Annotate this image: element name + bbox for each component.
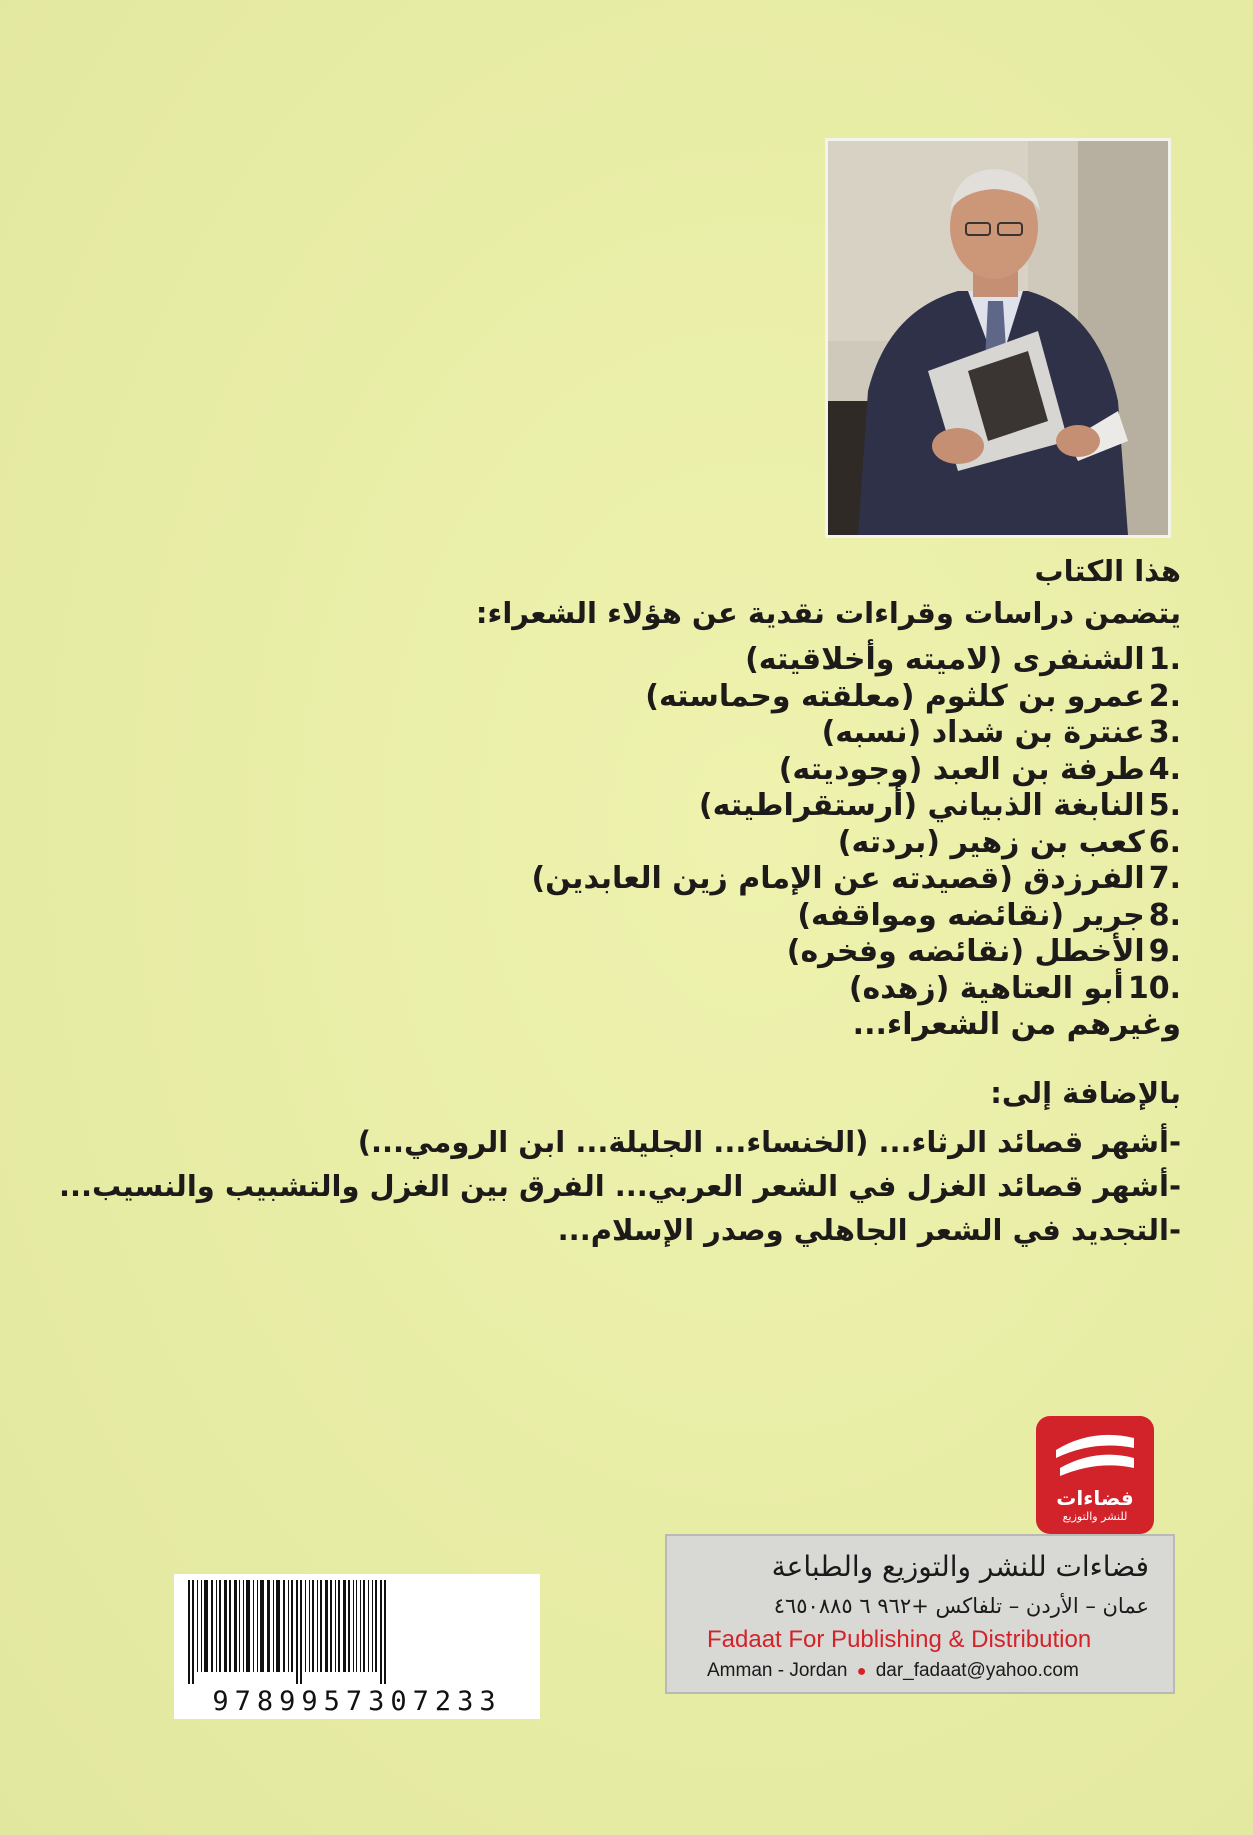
publisher-contact-ar: عمان – الأردن – تلفاكس +٩٦٢ ٦ ٤٦٥٠٨٨٥: [773, 1594, 1149, 1618]
list-item: 9.الأخطل (نقائضه وفخره): [786, 934, 1181, 969]
poets-list: [181, 642, 1181, 1044]
list-item: 3.عنترة بن شداد (نسبه): [821, 715, 1181, 750]
book-description: [59, 552, 1181, 1252]
logo-subtitle: للنشر والتوزيع: [1062, 1510, 1128, 1523]
list-item: 4.طرفة بن العبد (وجوديته): [778, 751, 1181, 787]
additions-heading: بالإضافة إلى:: [990, 1075, 1181, 1110]
list-item: 6.كعب بن زهير (بردته): [837, 824, 1181, 860]
list-item: 2.عمرو بن كلثوم (معلقته وحماسته): [645, 678, 1181, 714]
author-photo: [825, 138, 1171, 538]
publisher-logo: [1036, 1416, 1154, 1534]
publisher-phone: +٩٦٢ ٦ ٤٦٥٠٨٨٥: [773, 1594, 929, 1618]
list-item: -أشهر قصائد الغزل في الشعر العربي... الفرق بين الغزل والتشبيب والنسيب...: [59, 1168, 1181, 1203]
description-intro: يتضمن دراسات وقراءات نقدية عن هؤلاء الشعراء:: [475, 596, 1181, 630]
poets-others: وغيرهم من الشعراء...: [852, 1007, 1181, 1042]
bullet-icon: ●: [856, 1663, 867, 1680]
list-item: 10.أبو العتاهية (زهده): [848, 970, 1181, 1006]
barcode-icon: [174, 1574, 540, 1684]
isbn-barcode: [174, 1574, 540, 1719]
logo-mark-icon: [1052, 1428, 1138, 1484]
description-heading: هذا الكتاب: [1034, 554, 1181, 588]
publisher-email: dar_fadaat@yahoo.com: [875, 1660, 1079, 1681]
list-item: 1.الشنفرى (لاميته وأخلاقيته): [745, 642, 1181, 677]
publisher-name-en: Fadaat For Publishing & Distribution: [707, 1626, 1092, 1653]
list-item: 8.جرير (نقائضه ومواقفه): [797, 897, 1181, 933]
list-item: -أشهر قصائد الرثاء... (الخنساء... الجليلة... ابن الرومي...): [357, 1124, 1181, 1159]
isbn-number: 9789957307233: [212, 1686, 502, 1717]
list-item: -التجديد في الشعر الجاهلي وصدر الإسلام...: [557, 1212, 1181, 1247]
additions-section: [59, 1074, 1181, 1252]
list-item: 5.النابغة الذبياني (أرستقراطيته): [698, 788, 1181, 823]
publisher-info: [665, 1534, 1175, 1694]
publisher-name-ar: فضاءات للنشر والتوزيع والطباعة: [771, 1550, 1149, 1583]
publisher-address-en: [707, 1660, 1079, 1682]
list-item: 7.الفرزدق (قصيدته عن الإمام زين العابدين): [531, 861, 1181, 896]
logo-name: فضاءات: [1056, 1486, 1134, 1510]
publisher-city: Amman - Jordan: [707, 1660, 848, 1681]
